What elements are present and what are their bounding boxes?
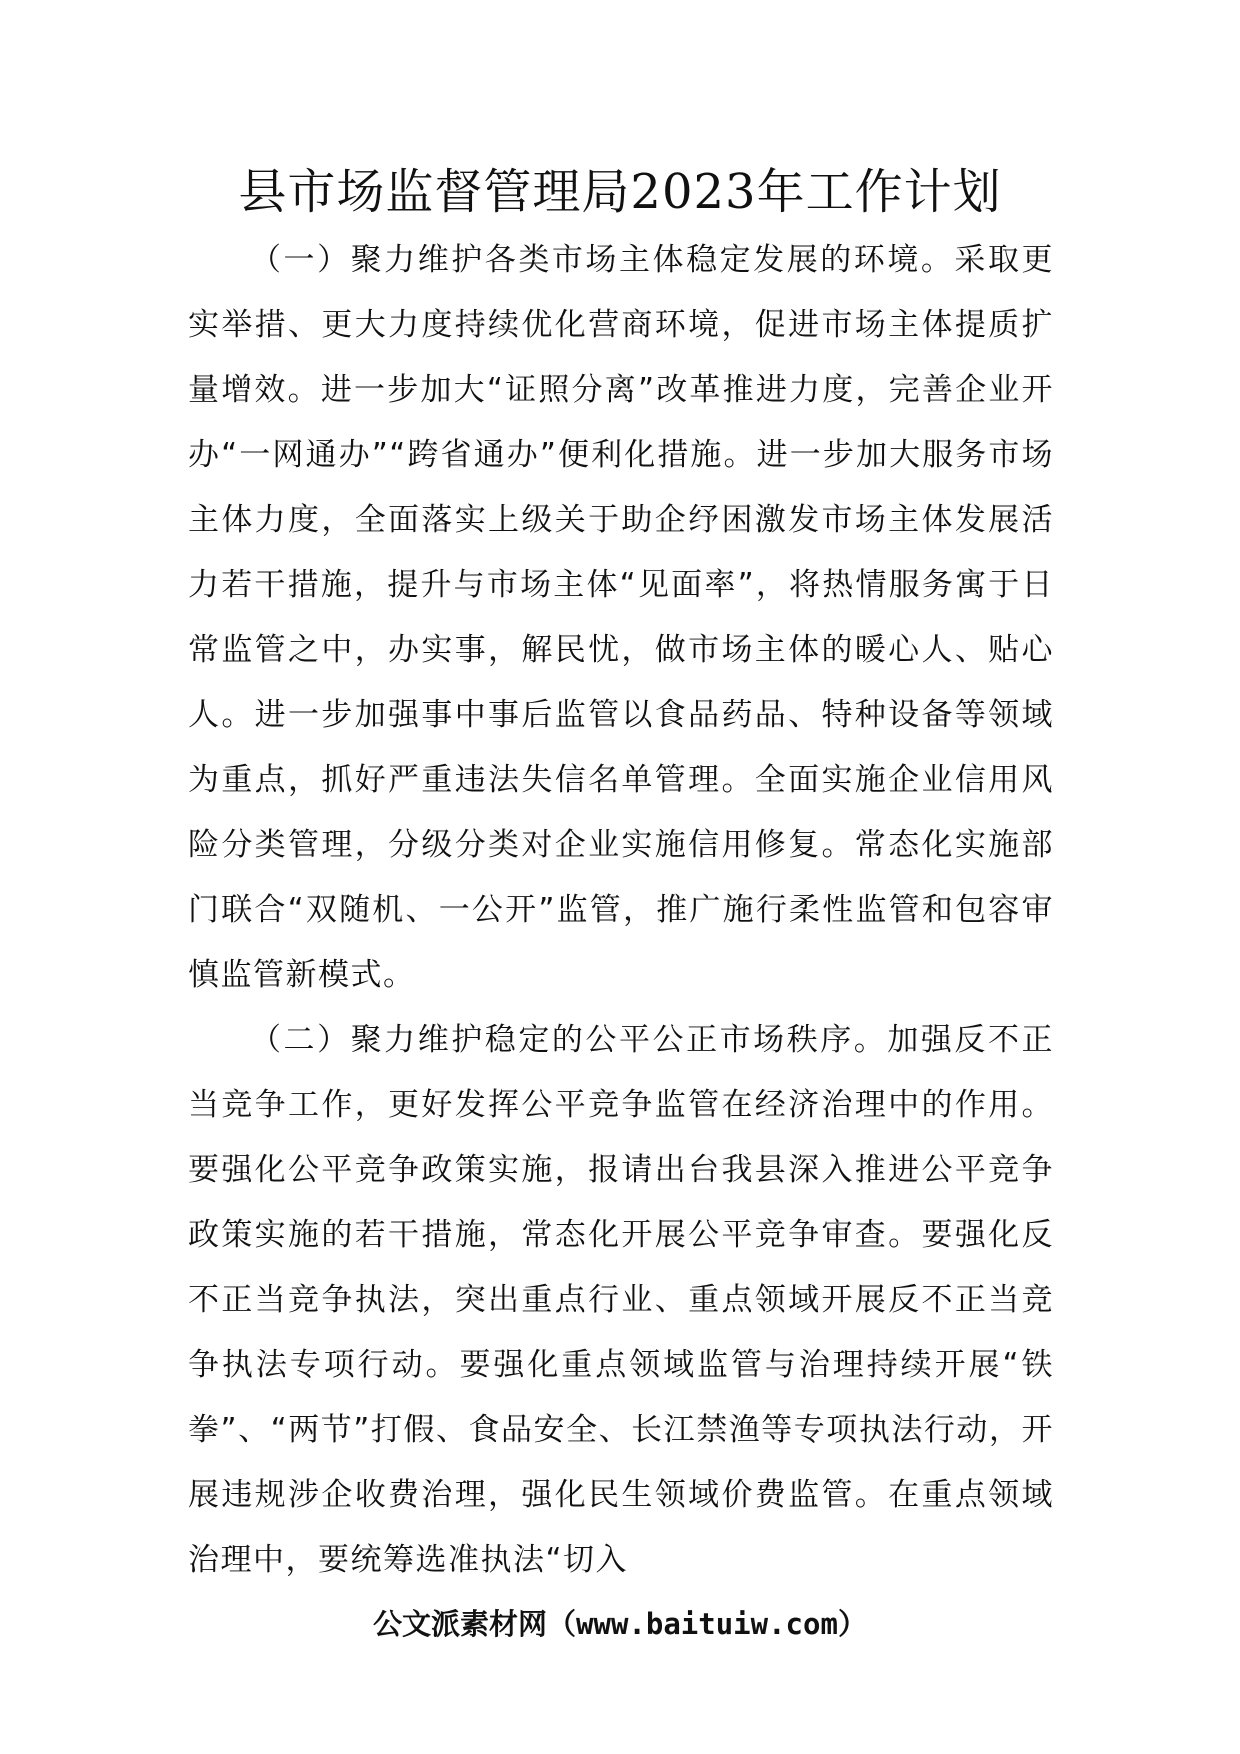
paragraph-1: （一）聚力维护各类市场主体稳定发展的环境。采取更实举措、更大力度持续优化营商环境，促进市场主体提质扩量增效。进一步加大“证照分离”改革推进力度，完善企业开办“一网通办”“跨省通办”便利化措施。进一步加大服务市场主体力度，全面落实上级关于助企纾困激发市场主体发展活力若干措施，提升与市场主体“见面率”，将热情服务寓于日常监管之中，办实事，解民忧，做市场主体的暖心人、贴心人。进一步加强事中事后监管以食品药品、特种设备等领域为重点，抓好严重违法失信名单管理。全面实施企业信用风险分类管理，分级分类对企业实施信用修复。常态化实施部门联合“双随机、一公开”监管，推广施行柔性监管和包容审慎监管新模式。 (188, 242, 1054, 993)
document-title: 县市场监督管理局2023年工作计划 (238, 164, 1002, 220)
document-body (188, 228, 1054, 1593)
footer-watermark: 公文派素材网（www.baituiw.com） (373, 1607, 867, 1641)
paragraph-2: （二）聚力维护稳定的公平公正市场秩序。加强反不正当竞争工作，更好发挥公平竞争监管在经济治理中的作用。要强化公平竞争政策实施，报请出台我县深入推进公平竞争政策实施的若干措施，常态化开展公平竞争审查。要强化反不正当竞争执法，突出重点行业、重点领域开展反不正当竞争执法专项行动。要强化重点领域监管与治理持续开展“铁拳”、“两节”打假、食品安全、长江禁渔等专项执法行动，开展违规涉企收费治理，强化民生领域价费监管。在重点领域治理中，要统筹选准执法“切入 (188, 1022, 1054, 1578)
